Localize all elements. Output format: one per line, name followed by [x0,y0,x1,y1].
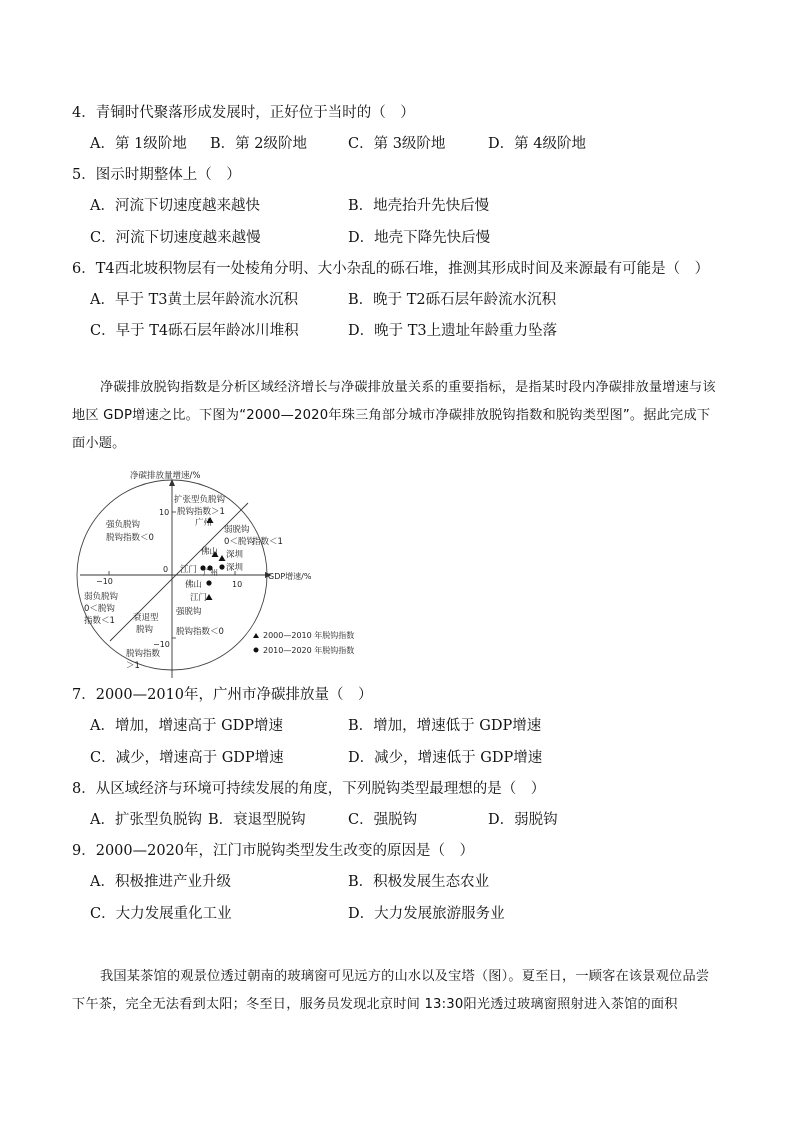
q4-option-a: A．第 1级阶地 [90,136,187,152]
label-jiangmen-2: 江门 [190,593,208,603]
q8-option-b: B．衰退型脱钩 [208,812,306,828]
tick-label-x-neg10: −10 [96,577,113,586]
q7-option-c: C．减少，增速高于 GDP增速 [90,750,284,766]
passage-decoupling-text: 净碳排放脱钩指数是分析区域经济增长与净碳排放量关系的重要指标，是指某时段内净碳排放量增速与该地区 GDP增速之比。下图为“2000—2020年珠三角部分城市净碳排放脱钩指数和脱钩类型图”。据此完成下面小题。 [72,380,716,451]
q8-option-a: A．扩张型负脱钩 [90,812,202,828]
zone-strong-2: 脱钩指数＜0 [176,627,224,637]
q9-option-d: D．大力发展旅游服务业 [348,906,505,922]
legend-circle-label: 2010—2020 年脱钩指数 [263,646,355,655]
question-7-stem: 7．2000—2010年，广州市净碳排放量（ ） [72,687,373,703]
zone-expansive-negative-2: 脱钩指数＞1 [177,507,225,517]
q6-option-c: C．早于 T4砾石层年龄冰川堆积 [90,323,299,339]
question-9-stem: 9．2000—2020年，江门市脱钩类型发生改变的原因是（ ） [72,843,475,859]
zone-weak-1: 弱脱钩 [224,525,250,535]
label-guangzhou-2: 广州 [203,568,218,577]
q7-option-a: A．增加，增速高于 GDP增速 [90,718,284,734]
q6-option-d: D．晚于 T3上遗址年龄重力坠落 [348,323,558,339]
origin-label: 0 [163,565,169,574]
zone-recessive-1: 衰退型 [133,613,159,623]
zone-strong-negative-2: 脱钩指数＜0 [106,533,154,543]
question-8-stem: 8．从区域经济与环境可持续发展的角度，下列脱钩类型最理想的是（ ） [72,781,546,797]
tick-label-y-neg10: −10 [153,640,170,649]
label-shenzhen-2: 深圳 [226,563,244,573]
marker-foshan-2010-2020 [206,580,211,585]
zone-recessive-2: 脱钩 [136,625,154,635]
marker-shenzhen-2010-2020 [219,564,224,569]
label-foshan-2: 佛山 [185,580,203,590]
decoupling-figure [70,466,390,686]
x-axis-label: GDP增速/% [268,572,312,581]
question-6-stem: 6．T4西北坡积物层有一处棱角分明、大小杂乱的砾石堆，推测其形成时间及来源最有可能是（ ） [72,261,710,277]
legend-circle-icon [254,648,259,653]
passage-teahouse [72,963,722,1019]
legend-triangle-icon [253,633,259,638]
zone-strong-negative-1: 强负脱钩 [106,520,141,530]
y-axis-label: 净碳排放量增速/% [130,471,201,481]
zone-weak-negative-1: 弱负脱钩 [84,592,119,602]
question-5-stem: 5．图示时期整体上（ ） [72,167,241,183]
zone-recessive-3: 脱钩指数 [126,649,161,659]
passage-decoupling [72,374,722,458]
q8-option-d: D．弱脱钩 [488,812,558,828]
label-guangzhou: 广州 [195,518,213,528]
question-4-stem: 4．青铜时代聚落形成发展时，正好位于当时的（ ） [72,105,415,121]
q6-option-a: A．早于 T3黄土层年龄流水沉积 [90,292,298,308]
label-foshan-1: 佛山 [201,547,219,557]
q8-option-c: C．强脱钩 [348,812,418,828]
label-jiangmen-1: 江门 [180,565,198,575]
q5-option-b: B．地壳抬升先快后慢 [348,198,490,214]
zone-expansive-negative-1: 扩张型负脱钩 [174,495,226,505]
zone-weak-2: 0＜脱钩 [224,537,255,547]
q9-option-c: C．大力发展重化工业 [90,906,232,922]
zone-strong-1: 强脱钩 [176,607,202,617]
zone-weak-negative-3: 指数＜1 [84,616,115,626]
q6-option-b: B．晚于 T2砾石层年龄流水沉积 [348,292,557,308]
q4-option-b: B．第 2级阶地 [210,136,307,152]
q9-option-b: B．积极发展生态农业 [348,874,490,890]
q9-option-a: A．积极推进产业升级 [90,874,231,890]
zone-recessive-4: ＞1 [126,661,140,671]
label-shenzhen-1: 深圳 [226,550,244,560]
legend-triangle-label: 2000—2010 年脱钩指数 [263,631,355,640]
marker-shenzhen-2000-2010 [219,555,226,561]
q5-option-c: C．河流下切速度越来越慢 [90,230,261,246]
q5-option-d: D．地壳下降先快后慢 [348,230,491,246]
q7-option-d: D．减少，增速低于 GDP增速 [348,750,543,766]
q7-option-b: B．增加，增速低于 GDP增速 [348,718,542,734]
q4-option-c: C．第 3级阶地 [348,136,446,152]
q4-option-d: D．第 4级阶地 [488,136,586,152]
tick-label-y-10: 10 [159,508,170,517]
tick-label-x-10: 10 [232,580,243,589]
passage-teahouse-text: 我国某茶馆的观景位透过朝南的玻璃窗可见远方的山水以及宝塔（图）。夏至日，一顾客在该景观位品尝下午茶，完全无法看到太阳；冬至日，服务员发现北京时间 13:30阳光透过玻璃窗照射进入茶馆的面积 [72,969,710,1012]
q5-option-a: A．河流下切速度越来越快 [90,198,260,214]
zone-weak-3: 指数＜1 [252,537,283,547]
zone-weak-negative-2: 0＜脱钩 [84,604,115,614]
